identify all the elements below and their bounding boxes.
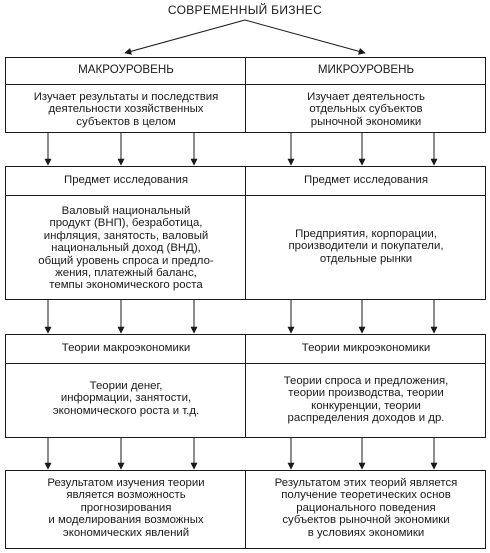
right-theories-label: Теории микроэкономики — [301, 342, 431, 354]
right-result: Результатом этих теорий является получение теоретических основ рационального поведения субъектов рыночной экономики в условиях экономики — [274, 477, 458, 539]
left-theories-label: Теории макроэкономики — [61, 342, 191, 354]
right-subject: Предприятия, корпорации, производители и покупатели, отдельные рынки — [288, 228, 444, 265]
right-theories: Теории спроса и предложения, теории производства, теории конкуренции, теории распределения доходов и др. — [283, 375, 449, 425]
left-theories: Теории денег, информации, занятости, экономического роста и т.д. — [52, 380, 200, 417]
left-subject: Валовый национальный продукт (ВНП), безработица, инфляция, занятость, валовый национальный доход (ВНД), общий уровень спроса и предло- жения, платежный баланс, темпы экономического роста — [38, 205, 214, 292]
left-result: Результатом изучения теории является возможность прогнозирования и моделирования возможных экономических явлений — [47, 477, 205, 539]
left-header: МАКРОУРОВЕНЬ — [78, 63, 174, 76]
left-subject-label: Предмет исследования — [64, 174, 188, 186]
branch-arrow-left — [125, 20, 245, 53]
branch-arrow-right — [245, 20, 365, 53]
right-subject-label: Предмет исследования — [304, 174, 428, 186]
diagram-title: СОВРЕМЕННЫЙ БИЗНЕС — [167, 3, 323, 17]
right-header: МИКРОУРОВЕНЬ — [317, 63, 415, 76]
right-description: Изучает деятельность отдельных субъектов рыночной экономики — [307, 91, 425, 128]
left-description: Изучает результаты и последствия деятельности хозяйственных субъектов в целом — [33, 91, 219, 128]
